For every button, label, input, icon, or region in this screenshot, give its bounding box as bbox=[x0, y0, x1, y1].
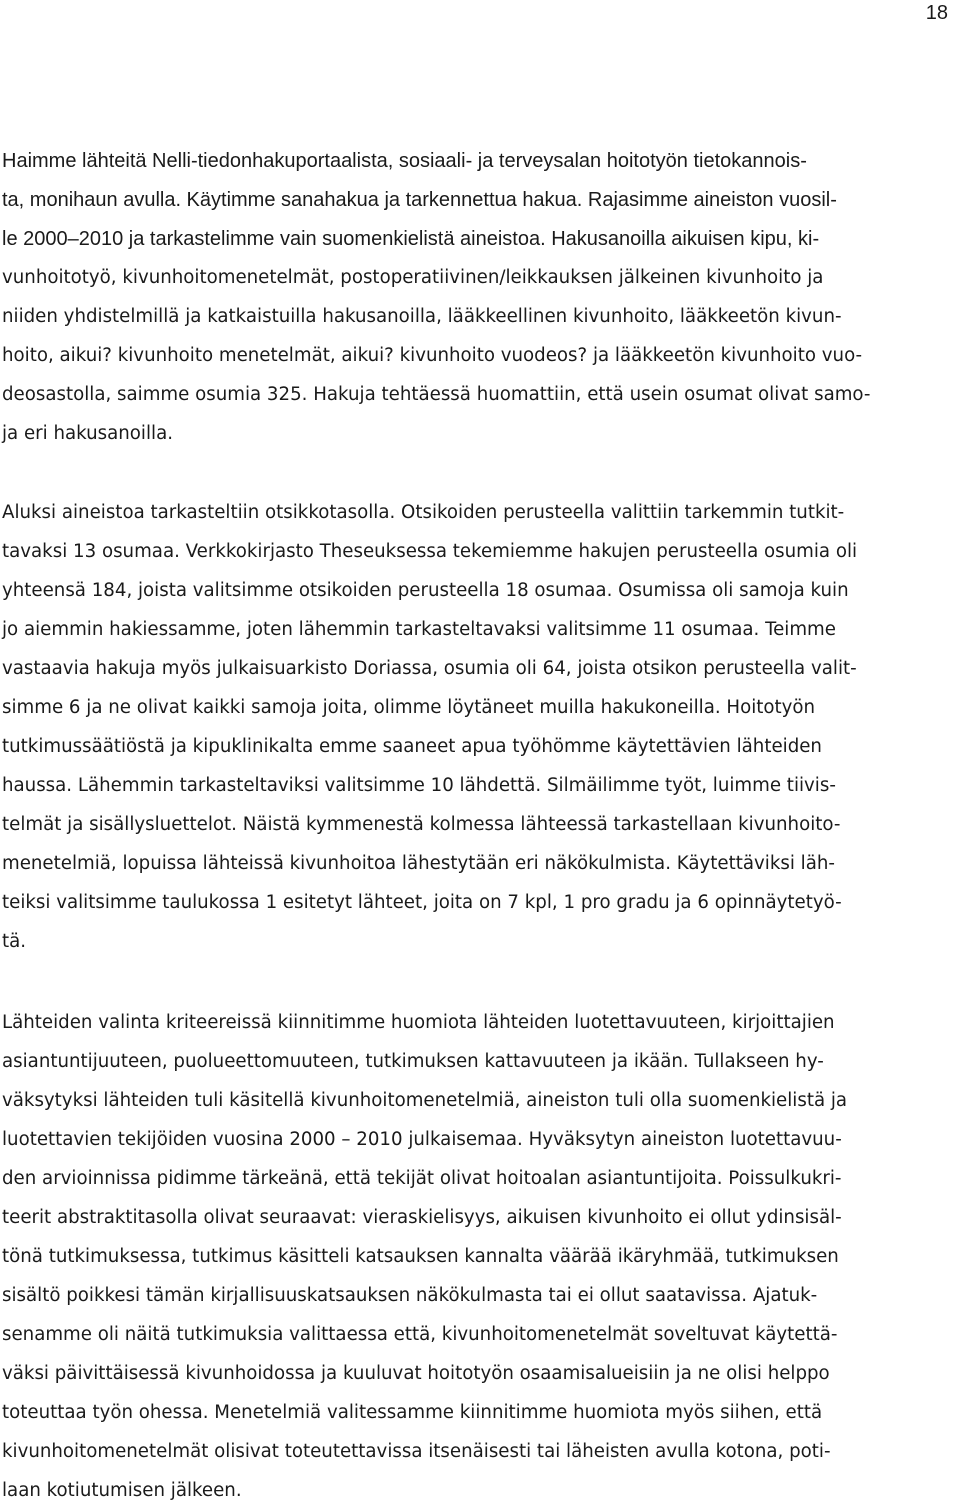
text-line: tutkimussäätiöstä ja kipuklinikalta emme saaneet apua työhömme käytettävien lähteiden bbox=[2, 736, 822, 757]
text-line: teiksi valitsimme taulukossa 1 esitetyt lähteet, joita on 7 kpl, 1 pro gradu ja 6 opinnäytetyö- bbox=[2, 892, 842, 913]
text-line: simme 6 ja ne olivat kaikki samoja joita, olimme löytäneet muilla hakukoneilla. Hoitotyön bbox=[2, 697, 816, 718]
text-line: Lähteiden valinta kriteereissä kiinnitimme huomiota lähteiden luotettavuuteen, kirjoittajien bbox=[2, 1012, 835, 1033]
text-line: den arvioinnissa pidimme tärkeänä, että tekijät olivat hoitoalan asiantuntijoita. Poissulkukri- bbox=[2, 1168, 842, 1189]
text-line: laan kotiutumisen jälkeen. bbox=[2, 1480, 242, 1501]
text-line: Haimme lähteitä Nelli-tiedonhakuportaalista, sosiaali- ja terveysalan hoitotyön tietokannois- bbox=[2, 150, 807, 172]
text-line: telmät ja sisällysluettelot. Näistä kymmenestä kolmessa lähteessä tarkastellaan kivunhoito- bbox=[2, 814, 841, 835]
text-line: deosastolla, saimme osumia 325. Hakuja tehtäessä huomattiin, että usein osumat olivat samo- bbox=[2, 384, 871, 405]
text-line: luotettavien tekijöiden vuosina 2000 – 2010 julkaisemaa. Hyväksytyn aineiston luotettavuu- bbox=[2, 1129, 842, 1150]
text-line: tavaksi 13 osumaa. Verkkokirjasto Theseuksessa tekemiemme hakujen perusteella osumia oli bbox=[2, 541, 858, 562]
text-line: tönä tutkimuksessa, tutkimus käsitteli katsauksen kannalta väärää ikäryhmää, tutkimuksen bbox=[2, 1246, 839, 1267]
text-line: yhteensä 184, joista valitsimme otsikoiden perusteella 18 osumaa. Osumissa oli samoja kuin bbox=[2, 580, 849, 601]
page-number: 18 bbox=[925, 2, 948, 24]
text-line: väksi päivittäisessä kivunhoidossa ja kuuluvat hoitotyön osaamisalueisiin ja ne olisi helppo bbox=[2, 1363, 830, 1384]
text-line: asiantuntijuuteen, puolueettomuuteen, tutkimuksen kattavuuteen ja ikään. Tullakseen hy- bbox=[2, 1051, 824, 1072]
text-line: sisältö poikkesi tämän kirjallisuuskatsauksen näkökulmasta tai ei ollut saatavissa. Ajatuk- bbox=[2, 1285, 818, 1306]
text-line: hoito, aikui? kivunhoito menetelmät, aikui? kivunhoito vuodeos? ja lääkkeetön kivunhoito vuo- bbox=[2, 345, 863, 366]
text-line: ja eri hakusanoilla. bbox=[2, 423, 174, 444]
text-line: teerit abstraktitasolla olivat seuraavat: vieraskielisyys, aikuisen kivunhoito ei ollut ydinsisäl- bbox=[2, 1207, 842, 1228]
text-line: senamme oli näitä tutkimuksia valittaessa että, kivunhoitomenetelmät soveltuvat käytettä- bbox=[2, 1324, 838, 1345]
text-line: vunhoitotyö, kivunhoitomenetelmät, postoperatiivinen/leikkauksen jälkeinen kivunhoito ja bbox=[2, 267, 824, 288]
text-line: le 2000–2010 ja tarkastelimme vain suomenkielistä aineistoa. Hakusanoilla aikuisen kipu, ki- bbox=[2, 228, 820, 250]
text-line: tä. bbox=[2, 931, 27, 952]
text-line: haussa. Lähemmin tarkasteltaviksi valitsimme 10 lähdettä. Silmäilimme työt, luimme tiivis- bbox=[2, 775, 836, 796]
text-line: jo aiemmin hakiessamme, joten lähemmin tarkasteltavaksi valitsimme 11 osumaa. Teimme bbox=[2, 619, 836, 640]
text-line: menetelmiä, lopuissa lähteissä kivunhoitoa lähestytään eri näkökulmista. Käytettäviksi läh- bbox=[2, 853, 835, 874]
text-line: kivunhoitomenetelmät olisivat toteutettavissa itsenäisesti tai läheisten avulla kotona, poti- bbox=[2, 1441, 831, 1462]
text-line: toteuttaa työn ohessa. Menetelmiä valitessamme kiinnitimme huomiota myös siihen, että bbox=[2, 1402, 823, 1423]
text-line: ta, monihaun avulla. Käytimme sanahakua ja tarkennettua hakua. Rajasimme aineiston vuosil- bbox=[2, 189, 837, 211]
text-line: Aluksi aineistoa tarkasteltiin otsikkotasolla. Otsikoiden perusteella valittiin tarkemmin tutkit- bbox=[2, 502, 845, 523]
text-line: niiden yhdistelmillä ja katkaistuilla hakusanoilla, lääkkeellinen kivunhoito, lääkkeetön kivun- bbox=[2, 306, 842, 327]
text-line: väksytyksi lähteiden tuli käsitellä kivunhoitomenetelmiä, aineiston tuli olla suomenkielistä ja bbox=[2, 1090, 848, 1111]
text-line: vastaavia hakuja myös julkaisuarkisto Doriassa, osumia oli 64, joista otsikon perusteella valit- bbox=[2, 658, 857, 679]
